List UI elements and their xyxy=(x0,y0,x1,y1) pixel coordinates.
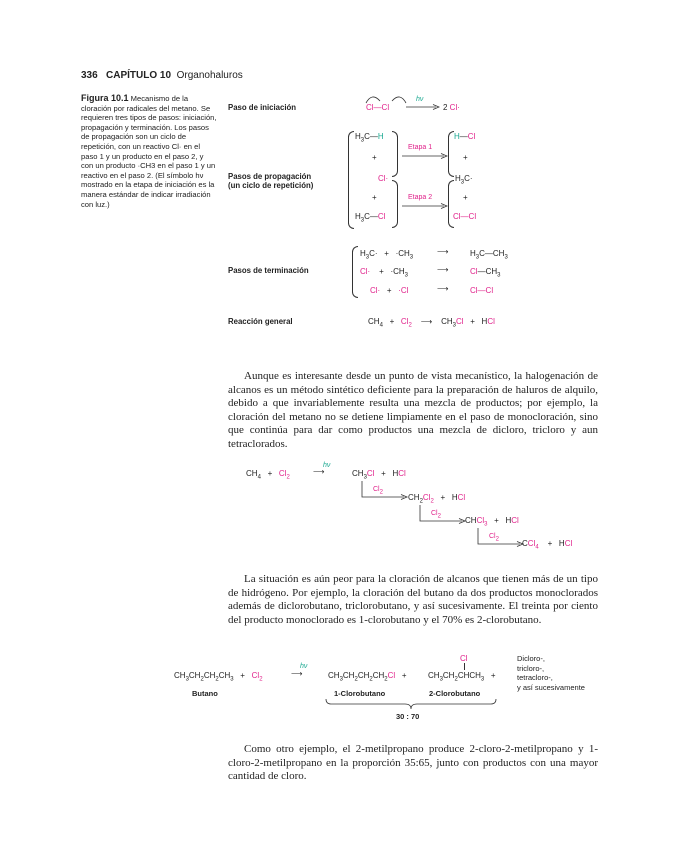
step4-arrow xyxy=(476,528,526,548)
arrow-icon: ⟶ xyxy=(437,284,449,293)
butane-formula: $CH_3CH_2CH_2CH_3 + Cl_2$ xyxy=(174,671,263,683)
grouping-brace xyxy=(325,698,497,710)
arrow-icon: ⟶ xyxy=(437,265,449,274)
1-chlorobutane-label: 1-Clorobutano xyxy=(334,689,386,698)
chapter-label: CAPÍTULO 10 xyxy=(106,70,172,81)
right-brace xyxy=(392,180,398,228)
figure-caption xyxy=(81,94,217,209)
ethane-product: $H_3C—CH_3$ xyxy=(470,249,508,261)
ratio-label: 30 : 70 xyxy=(396,712,420,721)
other-products-list xyxy=(517,654,585,692)
step1-products: $CH_3Cl$ + HCl xyxy=(352,469,406,481)
hcl-product: H—Cl xyxy=(454,132,476,141)
label-termination: Pasos de terminación xyxy=(228,266,309,275)
chapter-topic: Organohaluros xyxy=(176,70,243,81)
other-products-4: y así sucesivamente xyxy=(517,682,585,692)
plus-sign: + xyxy=(463,153,468,162)
arrow-icon xyxy=(406,104,440,110)
label-initiation: Paso de iniciación xyxy=(228,103,297,112)
plus-sign: + xyxy=(372,153,377,162)
step1-reactants: $CH_4 + Cl_2$ xyxy=(246,469,290,481)
hv-label: hν xyxy=(416,96,424,103)
step4-reagent: $Cl_2$ xyxy=(489,533,499,543)
cl2-reactant: Cl—Cl xyxy=(453,212,477,221)
1-chlorobutane-formula: $CH_3CH_2CH_2CH_2Cl$ + xyxy=(328,671,407,683)
methane-reactant: $H_3C—H$ xyxy=(355,132,384,144)
termination-row-1: $H_3C\cdot + \cdot CH_3$ xyxy=(360,249,414,261)
page-number: 336 xyxy=(81,70,98,81)
label-propagation-line2: (un ciclo de repetición) xyxy=(228,181,314,190)
other-products-1: Dicloro-, xyxy=(517,654,545,663)
step2-arrow xyxy=(360,481,410,501)
label-propagation-line1: Pasos de propagación xyxy=(228,172,312,181)
paragraph-2: La situación es aún peor para la cloración de alcanos que tienen más de un tipo de hidrógeno. Por ejemplo, la cloración del butano da dos productos monoclorados además de diclorobutano, triclorobutano, y así sucesivamente. El treinta por ciento del producto monoclorado es 1-clorobutano y el 70% es 2-clorobutano. xyxy=(228,573,598,626)
hv-label: hν xyxy=(300,663,308,670)
left-brace xyxy=(352,246,358,298)
bond-line xyxy=(464,663,465,670)
step2-reagent: $Cl_2$ xyxy=(373,486,383,496)
cl2-molecule: Cl—Cl xyxy=(366,103,390,112)
step3-products: CHCl$_3$ + HCl xyxy=(465,516,519,528)
butane-label: Butano xyxy=(192,689,218,698)
chloromethane-product: $H_3C—Cl$ xyxy=(355,212,386,224)
arrow-icon xyxy=(402,153,448,159)
paragraph-3: Como otro ejemplo, el 2-metilpropano produce 2-cloro-2-metilpropano y 1-cloro-2-metilpropano en la proporción 35:65, junto con productos con una mayor cantidad de cloro. xyxy=(228,743,598,782)
plus-sign: + xyxy=(463,193,468,202)
right-brace xyxy=(392,131,398,177)
termination-row-3: Cl· + ·Cl xyxy=(370,286,409,295)
overall-reaction: $CH_4 + Cl_2$ ⟶ $CH_3Cl$ + HCl xyxy=(368,317,495,329)
cl-radical: Cl· xyxy=(378,174,389,183)
2-chlorobutane-label: 2-Clorobutano xyxy=(429,689,481,698)
arrow-icon: ⟶ xyxy=(437,247,449,256)
step2-products: $CH_2Cl_2$ + HCl xyxy=(408,493,466,505)
other-products-2: tricloro-, xyxy=(517,663,545,673)
label-propagation xyxy=(228,172,313,190)
cl-substituent: Cl xyxy=(460,654,468,663)
chloromethane-product: $Cl—CH_3$ xyxy=(470,267,501,279)
arrow-icon xyxy=(402,203,448,209)
left-brace xyxy=(348,131,354,229)
etapa-1-label: Etapa 1 xyxy=(408,144,433,151)
figure-title: Figura 10.1 xyxy=(81,93,129,103)
arrow-icon: ⟶ xyxy=(291,669,303,678)
label-overall: Reacción general xyxy=(228,317,293,326)
etapa-2-label: Etapa 2 xyxy=(408,194,433,201)
step4-products: CCl$_4$ + HCl xyxy=(522,539,573,551)
two-cl-radicals: 2 Cl· xyxy=(443,103,460,112)
hv-label: hν xyxy=(323,462,331,469)
running-header xyxy=(81,70,243,81)
arrow-icon: ⟶ xyxy=(313,467,325,476)
termination-row-2: Cl· + $\cdot CH_3$ xyxy=(360,267,409,279)
figure-caption-text: Mecanismo de la cloración por radicales del metano. Se requieren tres tipos de pasos: iniciación, propagación y terminación. Los pasos de propagación son un ciclo de repetición, con un reactivo Cl· en el paso 1 y un producto en el paso 2, y con un producto ·CH3 en el paso 1 y un reactivo en el paso 2. (El símbolo hν mostrado en la etapa de iniciación es la manera estándar de indicar irradiación con luz.) xyxy=(81,94,217,209)
other-products-3: tetracloro-, xyxy=(517,673,553,682)
step3-arrow xyxy=(418,505,468,525)
2-chlorobutane-formula: $CH_3CH_2CHCH_3$ + xyxy=(428,671,496,683)
cl2-product: Cl—Cl xyxy=(470,286,494,295)
step3-reagent: $Cl_2$ xyxy=(431,510,441,520)
methyl-radical: $H_3C\cdot$ xyxy=(455,174,473,186)
paragraph-1: Aunque es interesante desde un punto de vista mecanístico, la halogenación de alcanos es un método sintético deficiente para la preparación de haluros de alquilo, debido a que invariablemente resulta una mezcla de productos; por ejemplo, la cloración del metano no se detiene limpiamente en el paso de monocloración, sino que continúa para dar como productos una mezcla de dicloro, tricloro y aun tetraclorados. xyxy=(228,370,598,450)
plus-sign: + xyxy=(372,193,377,202)
